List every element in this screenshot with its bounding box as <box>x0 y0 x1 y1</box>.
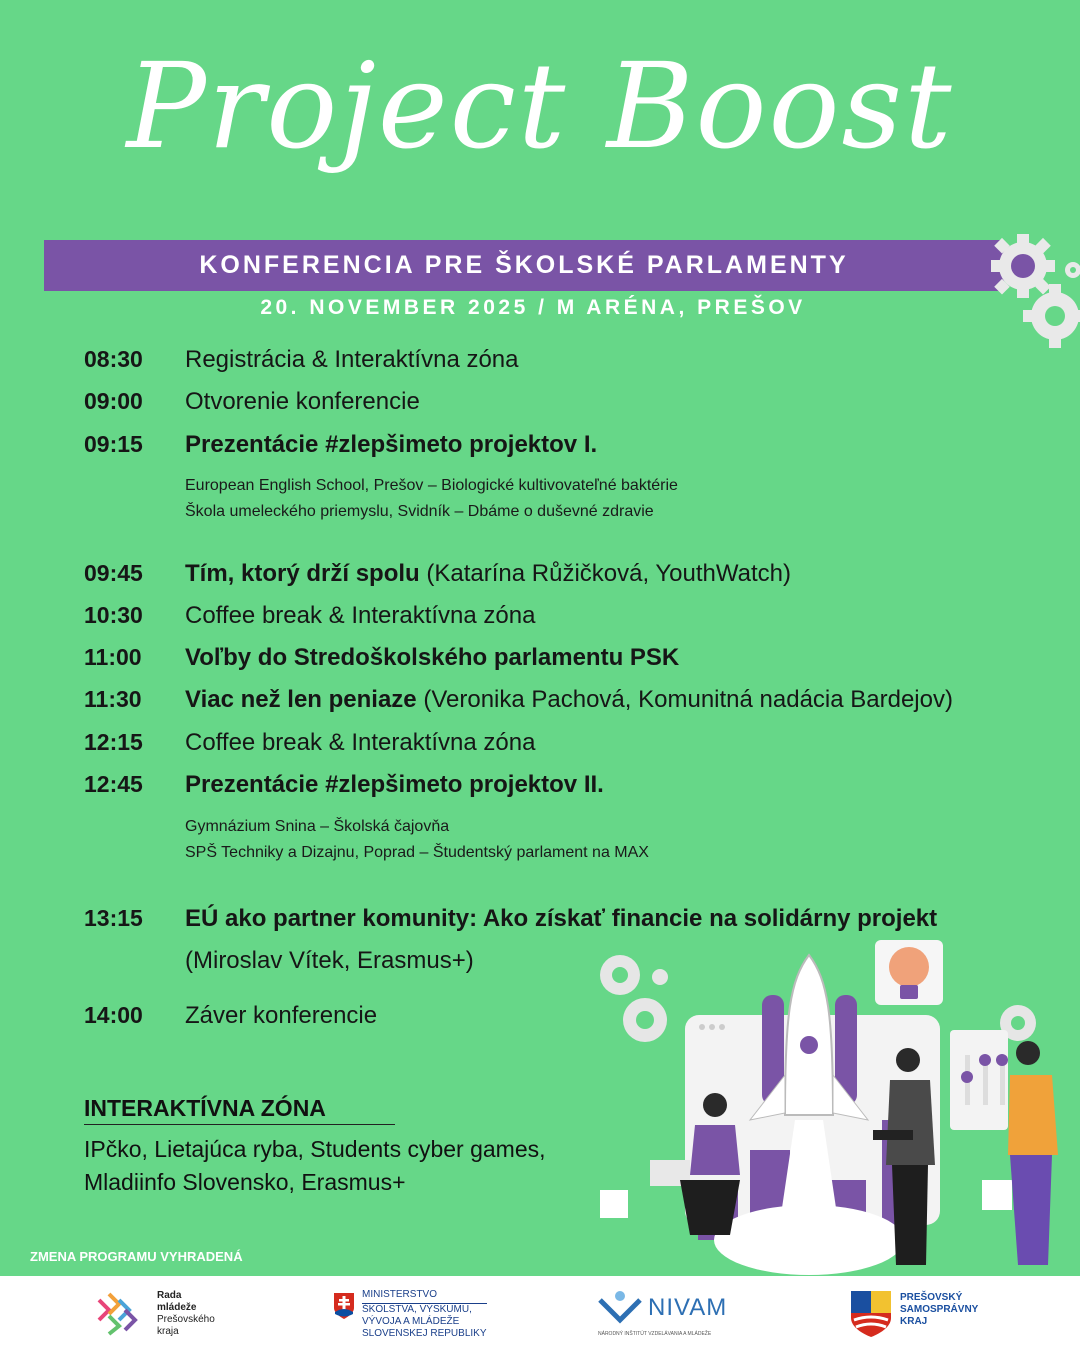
interactive-zone-line: Mladiinfo Slovensko, Erasmus+ <box>84 1169 406 1195</box>
program-title: Coffee break & Interaktívna zóna <box>185 729 536 756</box>
interactive-zone-list <box>84 1133 546 1199</box>
gears-decoration-icon <box>985 228 1080 348</box>
program-title: Prezentácie #zlepšimeto projektov II. <box>185 771 604 798</box>
program-time: 11:00 <box>84 644 142 670</box>
interactive-zone-title: INTERAKTÍVNA ZÓNA <box>84 1095 326 1121</box>
program-title: Registrácia & Interaktívna zóna <box>185 346 519 373</box>
event-title: Project Boost <box>126 37 954 175</box>
program-title: Záver konferencie <box>185 1002 378 1029</box>
program-time: 09:45 <box>84 560 143 586</box>
program-time: 09:15 <box>84 431 143 457</box>
program-time: 08:30 <box>84 346 143 372</box>
date-location: 20. NOVEMBER 2025 / M ARÉNA, PREŠOV <box>260 296 806 319</box>
program-time: 12:45 <box>84 771 143 797</box>
presentation-list <box>185 814 649 866</box>
program-title: Voľby do Stredoškolského parlamentu PSK <box>185 644 680 671</box>
rada-mladeze-text: Rada mládeže Prešovského kraja <box>157 1290 215 1337</box>
program-change-note: ZMENA PROGRAMU VYHRADENÁ <box>30 1249 243 1264</box>
psk-coat-of-arms-icon <box>850 1290 892 1338</box>
nivam-subtitle: NÁRODNÝ INŠTITÚT VZDELÁVANIA A MLÁDEŽE <box>598 1331 712 1337</box>
presentation-item: Gymnázium Snina – Školská čajovňa <box>185 818 450 835</box>
ministry-text: MINISTERSTVO ŠKOLSTVA, VÝSKUMU, VÝVOJA A MLÁDEŽE SLOVENSKEJ REPUBLIKY <box>362 1289 487 1339</box>
program-time: 13:15 <box>84 905 143 931</box>
rocket-team-illustration <box>590 935 1080 1280</box>
program-time: 09:00 <box>84 388 143 414</box>
rada-mladeze-logo-icon <box>95 1290 145 1336</box>
program-title: Otvorenie konferencie <box>185 388 420 415</box>
psk-text: PREŠOVSKÝ SAMOSPRÁVNY KRAJ <box>900 1292 979 1327</box>
interactive-zone-line: IPčko, Lietajúca ryba, Students cyber games, <box>84 1136 546 1162</box>
nivam-name: NIVAM <box>648 1294 728 1321</box>
program-time: 12:15 <box>84 729 143 755</box>
presentation-item: Škola umeleckého priemyslu, Svidník – Dbáme o duševné zdravie <box>185 503 654 520</box>
presentation-item: SPŠ Techniky a Dizajnu, Poprad – Študentský parlament na MAX <box>185 844 649 861</box>
program-title: Coffee break & Interaktívna zóna <box>185 602 536 629</box>
program-title: Viac než len peniaze (Veronika Pachová, Komunitná nadácia Bardejov) <box>185 686 953 713</box>
nivam-logo-icon <box>598 1290 642 1326</box>
presentation-list <box>185 473 678 525</box>
presentation-item: European English School, Prešov – Biologické kultivovateľné baktérie <box>185 477 678 494</box>
program-time: 10:30 <box>84 602 143 628</box>
program-title: EÚ ako partner komunity: Ako získať financie na solidárny projekt <box>185 905 938 932</box>
program-time: 11:30 <box>84 686 142 712</box>
program-title: Prezentácie #zlepšimeto projektov I. <box>185 431 598 458</box>
partner-logos-bar <box>0 1276 1080 1350</box>
speaker-name: (Miroslav Vítek, Erasmus+) <box>185 947 474 974</box>
subtitle-text: KONFERENCIA PRE ŠKOLSKÉ PARLAMENTY <box>199 251 849 279</box>
slovak-coat-of-arms-icon <box>333 1292 355 1320</box>
program-title: Tím, ktorý drží spolu (Katarína Růžičková, YouthWatch) <box>185 560 791 587</box>
divider <box>84 1124 395 1125</box>
program-time: 14:00 <box>84 1002 143 1028</box>
